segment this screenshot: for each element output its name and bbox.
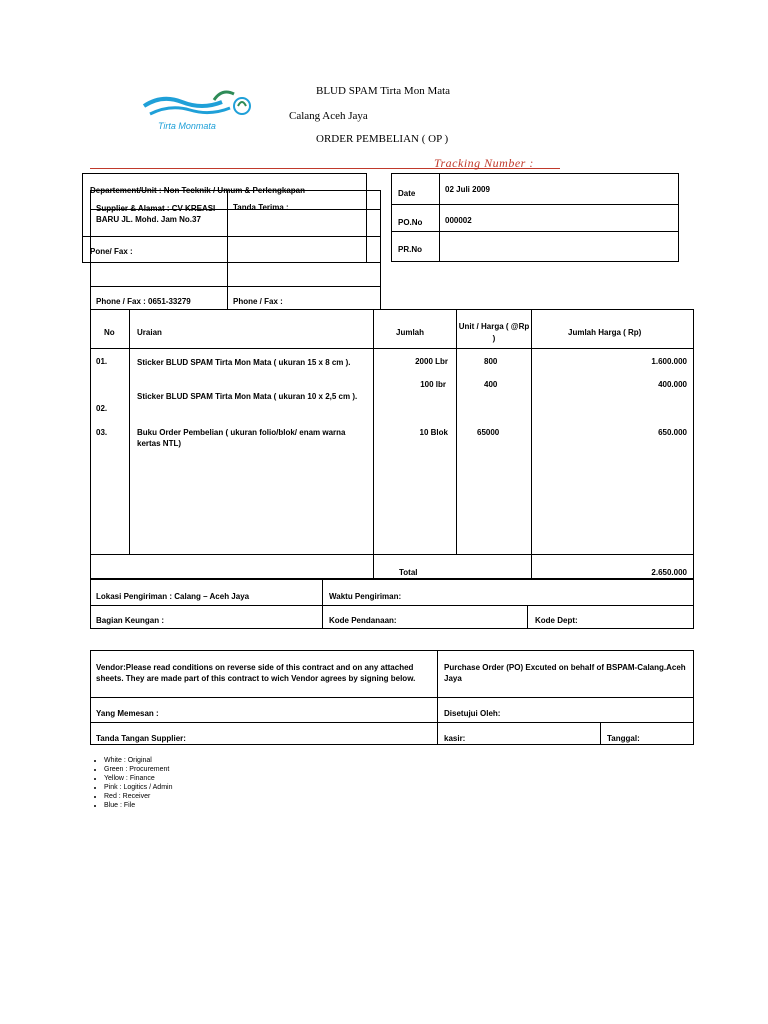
- lokasi-pengiriman: Lokasi Pengiriman : Calang – Aceh Jaya: [96, 592, 250, 601]
- divider: [527, 605, 528, 629]
- divider: [90, 348, 694, 349]
- row-no: 03.: [96, 428, 108, 437]
- phone-fax-supplier: Phone / Fax : 0651-33279: [96, 297, 191, 306]
- kode-dept: Kode Dept:: [535, 616, 578, 625]
- date-label: Date: [398, 189, 416, 198]
- divider: [227, 190, 228, 310]
- col-unit-harga: Unit / Harga ( @Rp ): [458, 322, 530, 343]
- divider: [600, 722, 601, 745]
- disetujui-oleh: Disetujui Oleh:: [444, 709, 501, 718]
- tracking-number-label: Tracking Number :: [434, 156, 534, 170]
- divider: [437, 650, 438, 745]
- divider: [90, 605, 694, 606]
- row-uraian: Sticker BLUD SPAM Tirta Mon Mata ( ukuran 10 x 2,5 cm ).: [137, 392, 358, 401]
- row-total: 400.000: [658, 380, 687, 389]
- divider: [391, 231, 679, 232]
- phone-fax-receiver: Phone / Fax :: [233, 297, 283, 306]
- logo-text: Tirta Monmata: [158, 121, 216, 131]
- total-value: 2.650.000: [651, 568, 687, 577]
- doc-title: ORDER PEMBELIAN ( OP ): [316, 133, 449, 145]
- kasir: kasir:: [444, 734, 466, 743]
- pone-fax-label: Pone/ Fax :: [90, 247, 133, 256]
- row-harga: 65000: [477, 428, 500, 437]
- row-total: 650.000: [658, 428, 687, 437]
- divider: [439, 173, 440, 262]
- row-jumlah: 100 lbr: [420, 380, 446, 389]
- po-no-value: 000002: [445, 216, 472, 225]
- divider: [82, 236, 381, 237]
- yang-memesan: Yang Memesan :: [96, 709, 159, 718]
- bagian-keuangan: Bagian Keungan :: [96, 616, 165, 625]
- legend-item: • White : Original: [104, 756, 172, 765]
- location: Calang Aceh Jaya: [289, 110, 368, 122]
- legend-item: • Yellow : Finance: [104, 774, 172, 783]
- col-uraian: Uraian: [137, 328, 162, 337]
- org-name: BLUD SPAM Tirta Mon Mata: [316, 85, 451, 97]
- row-jumlah: 2000 Lbr: [415, 357, 448, 366]
- divider: [90, 722, 694, 723]
- waktu-pengiriman: Waktu Pengiriman:: [329, 592, 402, 601]
- legend-item: • Pink : Logitics / Admin: [104, 783, 172, 792]
- divider: [322, 579, 323, 629]
- col-jumlah: Jumlah: [396, 328, 425, 337]
- date-value: 02 Juli 2009: [445, 185, 490, 194]
- po-behalf: Purchase Order (PO) Excuted on behalf of BSPAM-Calang.Aceh Jaya: [444, 663, 686, 683]
- divider: [90, 286, 381, 287]
- divider: [391, 204, 679, 205]
- row-no: 01.: [96, 357, 108, 366]
- supplier-address: Supplier & Alamat : CV KREASI BARU JL. Mohd. Jam No.37: [96, 204, 216, 224]
- divider: [90, 262, 381, 263]
- legend-item: • Blue : File: [104, 801, 172, 810]
- vendor-notice: Vendor:Please read conditions on reverse side of this contract and on any attached sheets. They are made part of this contract to wich Vendor agrees by signing below.: [96, 663, 416, 683]
- row-total: 1.600.000: [651, 357, 687, 366]
- col-no: No: [104, 328, 115, 337]
- logo: [142, 88, 257, 134]
- dept-unit: Departement/Unit : Non Tecknik / Umum & Perlengkapan: [90, 186, 306, 195]
- divider: [90, 309, 694, 310]
- divider: [90, 697, 694, 698]
- tanggal: Tanggal:: [607, 734, 640, 743]
- kode-pendanaan: Kode Pendanaan:: [329, 616, 397, 625]
- tracking-underline: [90, 168, 560, 169]
- legend-item: • Green : Procurement: [104, 765, 172, 774]
- copy-color-legend: [90, 756, 172, 810]
- tanda-terima-label: Tanda Terima :: [233, 203, 289, 212]
- row-jumlah: 10 Blok: [419, 428, 448, 437]
- row-harga: 800: [484, 357, 498, 366]
- divider: [90, 554, 694, 555]
- row-harga: 400: [484, 380, 498, 389]
- divider: [531, 309, 532, 579]
- divider: [129, 309, 130, 554]
- tanda-tangan-supplier: Tanda Tangan Supplier:: [96, 734, 186, 743]
- row-uraian: Sticker BLUD SPAM Tirta Mon Mata ( ukuran 15 x 8 cm ).: [137, 358, 351, 367]
- legend-item: • Red : Receiver: [104, 792, 172, 801]
- po-no-label: PO.No: [398, 218, 423, 227]
- info-box: [391, 173, 679, 262]
- total-label: Total: [399, 568, 418, 577]
- divider: [456, 309, 457, 554]
- divider: [373, 309, 374, 579]
- row-no: 02.: [96, 404, 108, 413]
- col-jumlah-harga: Jumlah Harga ( Rp): [568, 328, 642, 337]
- pr-no-label: PR.No: [398, 245, 422, 254]
- row-uraian: Buku Order Pembelian ( ukuran folio/blok/ enam warna kertas NTL): [137, 428, 346, 448]
